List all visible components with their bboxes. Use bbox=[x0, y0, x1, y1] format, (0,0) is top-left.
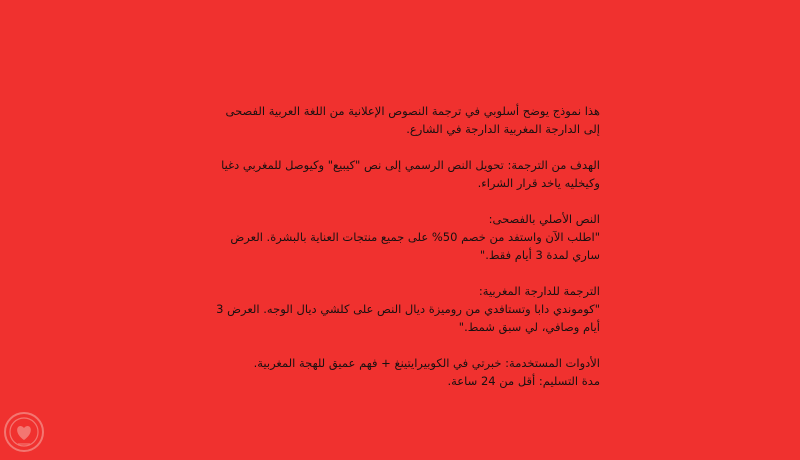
intro-line: هذا نموذج يوضح أسلوبي في ترجمة النصوص الإعلانية من اللغة العربية الفصحى bbox=[225, 104, 600, 118]
intro-paragraph bbox=[200, 102, 600, 138]
translation-heading: الترجمة للدارجة المغربية: bbox=[478, 284, 600, 298]
goal-line: الهدف من الترجمة: تحويل النص الرسمي إلى نص "كيبيع" وكيوصل للمغربي دغيا bbox=[221, 158, 600, 172]
original-line: ساري لمدة 3 أيام فقط." bbox=[479, 248, 600, 262]
original-text-paragraph bbox=[200, 210, 600, 264]
intro-line: إلى الدارجة المغربية الدارجة في الشارع. bbox=[406, 122, 600, 136]
heart-shield-watermark-icon bbox=[3, 411, 45, 453]
translation-line: "كوموندي دابا وتستافدي من روميزة ديال النص على كلشي ديال الوجه. العرض 3 bbox=[216, 302, 600, 316]
post-text-block bbox=[200, 102, 600, 390]
translation-paragraph bbox=[200, 282, 600, 336]
original-line: "اطلب الآن واستفد من خصم 50% على جميع منتجات العناية بالبشرة. العرض bbox=[230, 230, 600, 244]
tools-line: الأدوات المستخدمة: خبرتي في الكوبيرايتينغ + فهم عميق للهجة المغربية. bbox=[253, 356, 600, 370]
goal-line: وكيخليه ياخد قرار الشراء. bbox=[477, 176, 600, 190]
delivery-line: مدة التسليم: أقل من 24 ساعة. bbox=[447, 374, 600, 388]
original-heading: النص الأصلي بالفصحى: bbox=[488, 212, 600, 226]
translation-line: أيام وصافي، لي سبق شمط." bbox=[458, 320, 600, 334]
tools-paragraph bbox=[200, 354, 600, 390]
goal-paragraph bbox=[200, 156, 600, 192]
